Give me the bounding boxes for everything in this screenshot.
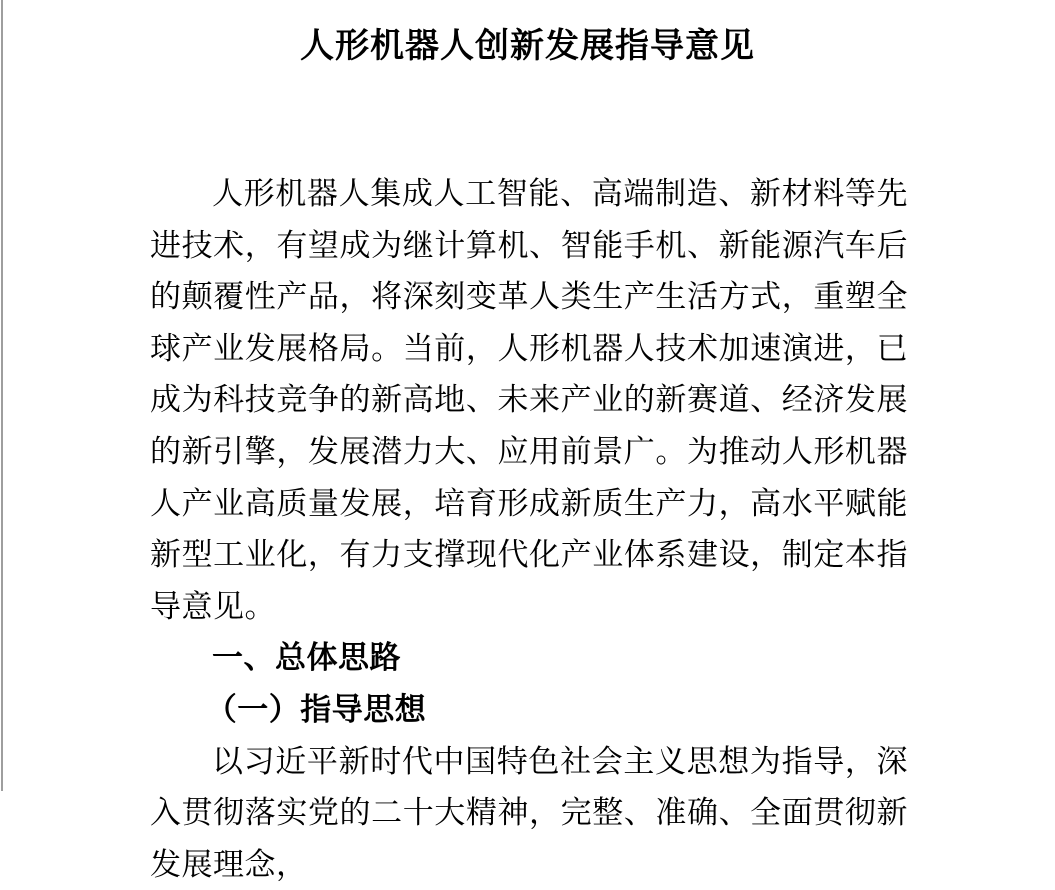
page-left-edge-line <box>1 0 3 791</box>
subsection-heading-guiding-ideology[interactable]: （一）指导思想 <box>205 691 427 727</box>
paragraph-guiding-ideology[interactable]: 以习近平新时代中国特色社会主义思想为指导，深入贯彻落实党的二十大精神，完整、准确、全面贯彻新发展理念， <box>150 743 908 882</box>
paragraph-intro[interactable]: 人形机器人集成人工智能、高端制造、新材料等先进技术，有望成为继计算机、智能手机、新能源汽车后的颠覆性产品，将深刻变革人类生产生活方式，重塑全球产业发展格局。当前，人形机器人技术加速演进，已成为科技竞争的新高地、未来产业的新赛道、经济发展的新引擎，发展潜力大、应用前景广。为推动人形机器人产业高质量发展，培育形成新质生产力，高水平赋能新型工业化，有力支撑现代化产业体系建设，制定本指导意见。 <box>150 176 908 624</box>
section-heading-overall-approach[interactable]: 一、总体思路 <box>212 640 401 676</box>
document-body <box>150 168 908 890</box>
document-title[interactable]: 人形机器人创新发展指导意见 <box>300 28 755 65</box>
